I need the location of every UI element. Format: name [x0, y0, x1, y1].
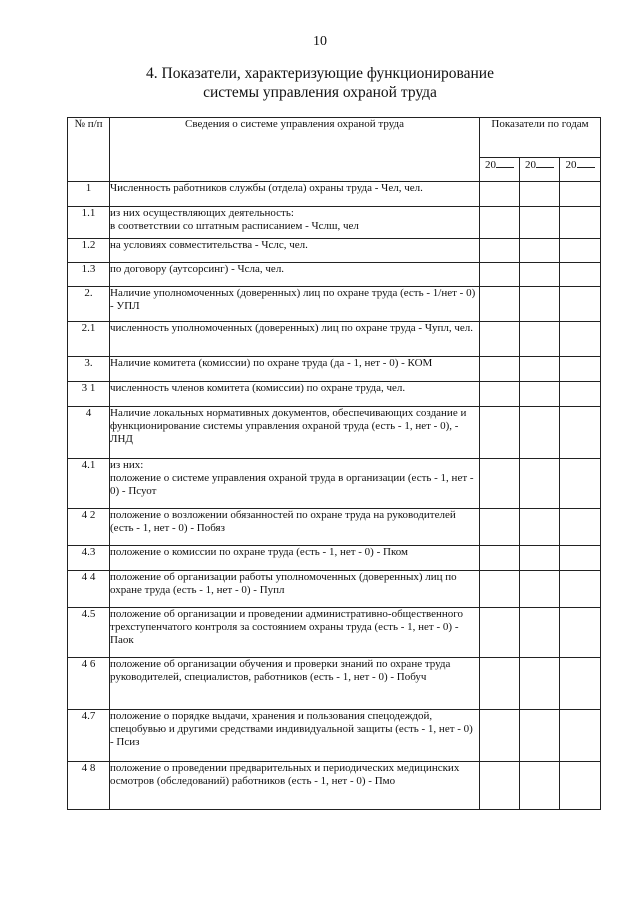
- row-number: 4 8: [68, 762, 110, 810]
- section-title: [0, 64, 640, 102]
- value-cell-year-1[interactable]: [480, 207, 520, 239]
- section-title-line-1: 4. Показатели, характеризующие функционирование: [146, 65, 494, 82]
- value-cell-year-3[interactable]: [560, 571, 601, 608]
- value-cell-year-3[interactable]: [560, 207, 601, 239]
- value-cell-year-3[interactable]: [560, 322, 601, 357]
- row-description: из них: положение о системе управления охраной труда в организации (есть - 1, нет - 0) - Псуот: [110, 459, 480, 509]
- value-cell-year-2[interactable]: [520, 239, 560, 263]
- year-prefix: 20: [565, 159, 577, 171]
- indicators-table: [67, 117, 601, 810]
- column-header-number: № п/п: [68, 118, 110, 182]
- row-number: 3.: [68, 357, 110, 382]
- year-blank: [536, 158, 554, 168]
- table-row: [68, 182, 601, 207]
- row-number: 4 4: [68, 571, 110, 608]
- table-row: [68, 357, 601, 382]
- row-description: Наличие комитета (комиссии) по охране труда (да - 1, нет - 0) - КОМ: [110, 357, 480, 382]
- year-blank: [496, 158, 514, 168]
- row-description: из них осуществляющих деятельность: в соответствии со штатным расписанием - Чслш, чел: [110, 207, 480, 239]
- value-cell-year-1[interactable]: [480, 382, 520, 407]
- table-body: [68, 182, 601, 810]
- row-description: Наличие локальных нормативных документов, обеспечивающих создание и функционирование системы управления охраной труда (есть - 1, нет - 0), - ЛНД: [110, 407, 480, 459]
- row-number: 4.1: [68, 459, 110, 509]
- value-cell-year-1[interactable]: [480, 287, 520, 322]
- row-description: положение о возложении обязанностей по охране труда на руководителей (есть - 1, нет - 0) - Побяз: [110, 509, 480, 546]
- year-blank: [577, 158, 595, 168]
- table-row: [68, 287, 601, 322]
- row-number: 3 1: [68, 382, 110, 407]
- value-cell-year-1[interactable]: [480, 762, 520, 810]
- year-prefix: 20: [485, 159, 496, 171]
- row-number: 1.1: [68, 207, 110, 239]
- page-number: 10: [313, 34, 327, 49]
- row-number: 4 6: [68, 658, 110, 710]
- value-cell-year-3[interactable]: [560, 357, 601, 382]
- table-row: [68, 263, 601, 287]
- table-row: [68, 239, 601, 263]
- row-number: 4: [68, 407, 110, 459]
- value-cell-year-3[interactable]: [560, 182, 601, 207]
- row-number: 1: [68, 182, 110, 207]
- year-prefix: 20: [525, 159, 536, 171]
- value-cell-year-2[interactable]: [520, 509, 560, 546]
- value-cell-year-3[interactable]: [560, 509, 601, 546]
- value-cell-year-1[interactable]: [480, 571, 520, 608]
- row-description: Численность работников службы (отдела) охраны труда - Чел, чел.: [110, 182, 480, 207]
- table-row: [68, 658, 601, 710]
- value-cell-year-1[interactable]: [480, 239, 520, 263]
- row-description: Наличие уполномоченных (доверенных) лиц по охране труда (есть - 1/нет - 0) - УПЛ: [110, 287, 480, 322]
- row-number: 4 2: [68, 509, 110, 546]
- value-cell-year-1[interactable]: [480, 608, 520, 658]
- table-row: [68, 509, 601, 546]
- value-cell-year-1[interactable]: [480, 407, 520, 459]
- value-cell-year-2[interactable]: [520, 182, 560, 207]
- year-cell-1: [480, 158, 520, 182]
- value-cell-year-2[interactable]: [520, 407, 560, 459]
- value-cell-year-2[interactable]: [520, 207, 560, 239]
- table-row: [68, 407, 601, 459]
- value-cell-year-1[interactable]: [480, 710, 520, 762]
- value-cell-year-1[interactable]: [480, 459, 520, 509]
- value-cell-year-2[interactable]: [520, 571, 560, 608]
- table-row: [68, 710, 601, 762]
- year-cell-2: [520, 158, 560, 182]
- row-description: численность членов комитета (комиссии) по охране труда, чел.: [110, 382, 480, 407]
- table-row: [68, 207, 601, 239]
- value-cell-year-1[interactable]: [480, 322, 520, 357]
- value-cell-year-2[interactable]: [520, 710, 560, 762]
- value-cell-year-2[interactable]: [520, 263, 560, 287]
- value-cell-year-1[interactable]: [480, 658, 520, 710]
- value-cell-year-3[interactable]: [560, 710, 601, 762]
- row-description: положение об организации обучения и проверки знаний по охране труда руководителей, специалистов, работников (есть - 1, нет - 0) - Побуч: [110, 658, 480, 710]
- value-cell-year-2[interactable]: [520, 382, 560, 407]
- value-cell-year-2[interactable]: [520, 287, 560, 322]
- value-cell-year-1[interactable]: [480, 263, 520, 287]
- row-description: численность уполномоченных (доверенных) лиц по охране труда - Чупл, чел.: [110, 322, 480, 357]
- table-row: [68, 762, 601, 810]
- value-cell-year-3[interactable]: [560, 239, 601, 263]
- value-cell-year-3[interactable]: [560, 762, 601, 810]
- value-cell-year-3[interactable]: [560, 459, 601, 509]
- value-cell-year-3[interactable]: [560, 546, 601, 571]
- value-cell-year-3[interactable]: [560, 407, 601, 459]
- row-number: 4.3: [68, 546, 110, 571]
- table-row: [68, 322, 601, 357]
- table-row: [68, 546, 601, 571]
- table-row: [68, 459, 601, 509]
- row-number: 2.1: [68, 322, 110, 357]
- value-cell-year-2[interactable]: [520, 546, 560, 571]
- value-cell-year-3[interactable]: [560, 287, 601, 322]
- value-cell-year-3[interactable]: [560, 382, 601, 407]
- value-cell-year-2[interactable]: [520, 762, 560, 810]
- value-cell-year-2[interactable]: [520, 357, 560, 382]
- value-cell-year-1[interactable]: [480, 509, 520, 546]
- value-cell-year-1[interactable]: [480, 546, 520, 571]
- value-cell-year-2[interactable]: [520, 658, 560, 710]
- section-title-line-2: системы управления охраной труда: [203, 84, 437, 101]
- value-cell-year-1[interactable]: [480, 357, 520, 382]
- column-header-description: Сведения о системе управления охраной труда: [110, 118, 480, 182]
- row-number: 2.: [68, 287, 110, 322]
- value-cell-year-2[interactable]: [520, 459, 560, 509]
- row-number: 1.3: [68, 263, 110, 287]
- value-cell-year-3[interactable]: [560, 263, 601, 287]
- row-number: 1.2: [68, 239, 110, 263]
- row-number: 4.7: [68, 710, 110, 762]
- row-description: положение о порядке выдачи, хранения и пользования спецодеждой, спецобувью и другими средствами индивидуальной защиты (есть - 1, нет - 0) - Псиз: [110, 710, 480, 762]
- table-row: [68, 571, 601, 608]
- value-cell-year-3[interactable]: [560, 658, 601, 710]
- row-description: положение о проведении предварительных и периодических медицинских осмотров (обследований) работников (есть - 1, нет - 0) - Пмо: [110, 762, 480, 810]
- row-description: по договору (аутсорсинг) - Чсла, чел.: [110, 263, 480, 287]
- column-header-years: Показатели по годам: [480, 118, 601, 158]
- row-description: положение о комиссии по охране труда (есть - 1, нет - 0) - Пком: [110, 546, 480, 571]
- row-description: положение об организации работы уполномоченных (доверенных) лиц по охране труда (есть - 1, нет - 0) - Пупл: [110, 571, 480, 608]
- value-cell-year-3[interactable]: [560, 608, 601, 658]
- value-cell-year-2[interactable]: [520, 608, 560, 658]
- row-description: положение об организации и проведении административно-общественного трехступенчатого контроля за состоянием охраны труда (есть - 1, нет - 0) - Паок: [110, 608, 480, 658]
- table-row: [68, 382, 601, 407]
- value-cell-year-2[interactable]: [520, 322, 560, 357]
- value-cell-year-1[interactable]: [480, 182, 520, 207]
- row-number: 4.5: [68, 608, 110, 658]
- table-row: [68, 608, 601, 658]
- row-description: на условиях совместительства - Чслс, чел.: [110, 239, 480, 263]
- year-cell-3: [560, 158, 601, 182]
